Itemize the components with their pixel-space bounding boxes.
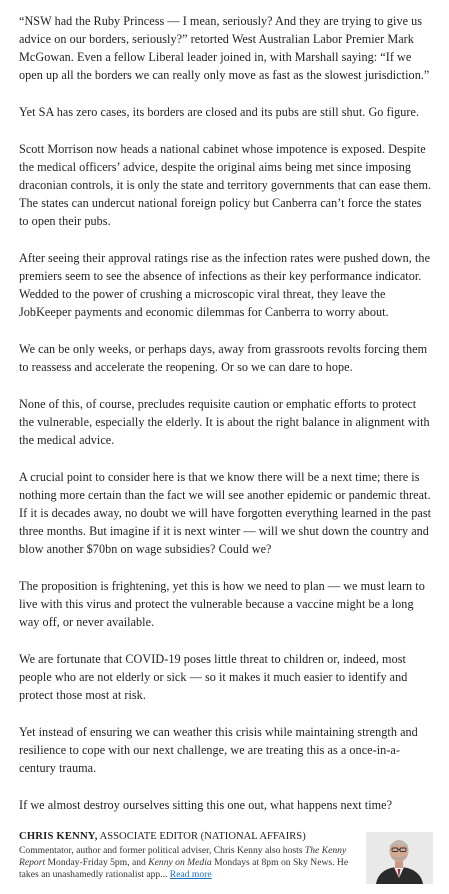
author-bio <box>19 845 359 881</box>
article-paragraph: Yet instead of ensuring we can weather this crisis while maintaining strength and resilience to cope with our next challenge, we are treating this as a once-in-a-century trauma. <box>19 725 418 775</box>
author-box <box>19 830 359 881</box>
author-bio-text: Mondays at 8pm on Sky News. He takes an unashamedly rationalist app... <box>19 857 349 880</box>
author-name: CHRIS KENNY, <box>19 831 98 842</box>
article-paragraph: “NSW had the Ruby Princess — I mean, seriously? And they are trying to give us advice on our borders, seriously?” retorted West Australian Labor Premier Mark McGowan. Even a fellow Liberal leader joined in, with Marshall saying: “If we open up all the borders we can really only move as fast as the slowest jurisdiction.” <box>19 14 430 82</box>
read-more-link[interactable]: Read more <box>169 869 212 880</box>
author-portrait-icon <box>366 832 433 884</box>
article-paragraph: After seeing their approval ratings rise as the infection rates were pushed down, the premiers seem to see the absence of infections as their key performance indicator. Wedded to the power of crushing a microscopic viral threat, they leave the JobKeeper payments and economic dilemmas for Canberra to worry about. <box>19 251 431 319</box>
show-title: Kenny on Media <box>148 857 212 868</box>
author-bio-text: Monday-Friday 5pm, and <box>45 857 149 868</box>
article-paragraph: The proposition is frightening, yet this is how we need to plan — we must learn to live with this virus and protect the vulnerable because a vaccine might be a long way off, or never available. <box>19 579 425 629</box>
article-paragraph: Scott Morrison now heads a national cabinet whose impotence is exposed. Despite the medical officers’ advice, despite the original aims being met since imposing draconian controls, it is only the state and territory governments that can ease them. The states can undercut national foreign policy but Canberra can’t force the states to open their pubs. <box>19 142 432 228</box>
article-paragraph: None of this, of course, precludes requisite caution or emphatic efforts to protect the vulnerable, especially the elderly. It is about the right balance in alignment with the medical advice. <box>19 397 430 447</box>
show-title: The Kenny Report <box>19 845 347 868</box>
author-heading <box>19 830 359 844</box>
author-role: ASSOCIATE EDITOR (NATIONAL AFFAIRS) <box>99 831 306 842</box>
author-bio-text: Commentator, author and former political adviser, Chris Kenny also hosts <box>19 845 305 856</box>
article-paragraph: A crucial point to consider here is that we know there will be a next time; there is nothing more certain than the fact we will see another epidemic or pandemic threat. If it is decades away, no doubt we will have forgotten everything learned in the past three months. But imagine if it is next winter — will we shut down the country and blow another $70bn on wage subsidies? Could we? <box>19 470 432 556</box>
article-paragraph: If we almost destroy ourselves sitting this one out, what happens next time? <box>19 798 393 812</box>
article-body <box>19 12 433 833</box>
author-avatar <box>366 832 433 884</box>
article-paragraph: We are fortunate that COVID-19 poses little threat to children or, indeed, most people who are not elderly or sick — so it makes it much easier to identify and protect those most at risk. <box>19 652 408 702</box>
article-paragraph: Yet SA has zero cases, its borders are closed and its pubs are still shut. Go figure. <box>19 105 420 119</box>
article-paragraph: We can be only weeks, or perhaps days, away from grassroots revolts forcing them to reassess and accelerate the reopening. Or so we can dare to hope. <box>19 342 428 374</box>
